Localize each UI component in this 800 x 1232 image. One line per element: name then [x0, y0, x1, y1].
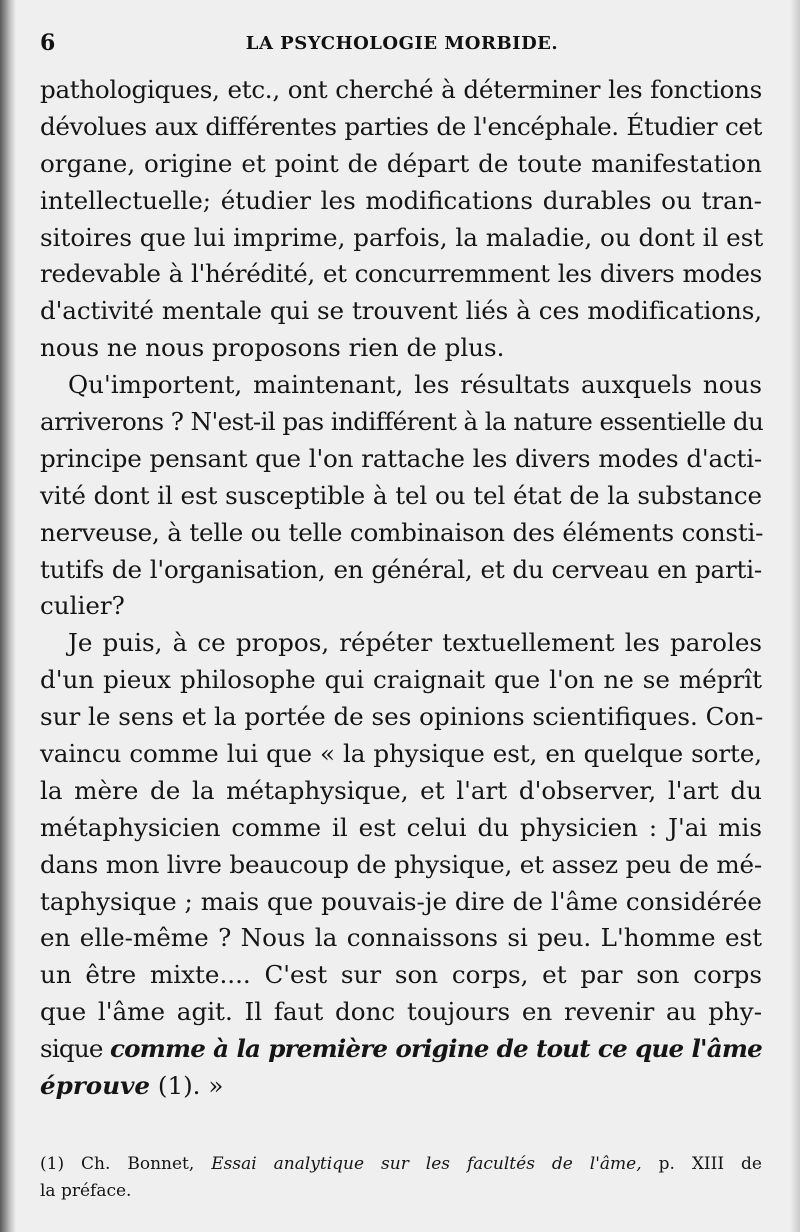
page-header: [40, 30, 764, 60]
text-line: la mère de la métaphysique, et l'art d'observer, l'art du: [40, 775, 762, 805]
running-title: LA PSYCHOLOGIE MORBIDE.: [245, 33, 559, 54]
text-segment: sique: [40, 1034, 110, 1064]
footnote-line: [40, 1151, 762, 1178]
text-line: d'un pieux philosophe qui craignait que l'on ne se méprît: [40, 665, 762, 695]
text-line: intellectuelle; étudier les modifications durables ou tran-: [40, 185, 762, 215]
body-text: [40, 72, 762, 1105]
footnote-marker: (1) Ch. Bonnet,: [40, 1154, 212, 1174]
text-line: sur le sens et la portée de ses opinions scientifiques. Con-: [40, 702, 764, 732]
italic-quote: comme à la première origine de tout ce que l'âme: [110, 1034, 762, 1064]
text-line: principe pensant que l'on rattache les divers modes d'acti-: [40, 443, 762, 473]
text-line: en elle-même ? Nous la connaissons si peu. L'homme est: [40, 923, 762, 953]
text-line: vité dont il est susceptible à tel ou tel état de la substance: [40, 480, 762, 510]
footnote: [40, 1151, 762, 1205]
footnote-page-ref: p. XIII de: [641, 1154, 762, 1174]
italic-quote-end: éprouve: [40, 1071, 151, 1101]
text-line: nous ne nous proposons rien de plus.: [40, 333, 505, 363]
footnote-reference: (1). »: [150, 1071, 224, 1101]
text-line: que l'âme agit. Il faut donc toujours en revenir au phy-: [40, 997, 762, 1027]
text-line: vaincu comme lui que « la physique est, en quelque sorte,: [40, 739, 762, 769]
text-line: d'activité mentale qui se trouvent liés à ces modifications,: [40, 296, 762, 326]
paragraph-first-line: Je puis, à ce propos, répéter textuellement les paroles: [68, 628, 762, 658]
text-line: nerveuse, à telle ou telle combinaison des éléments consti-: [40, 517, 764, 547]
text-line: métaphysicien comme il est celui du physicien : J'ai mis: [40, 812, 762, 842]
text-line: organe, origine et point de départ de toute manifestation: [40, 148, 762, 178]
text-line: pathologiques, etc., ont cherché à déterminer les fonctions: [40, 75, 762, 104]
text-line: dans mon livre beaucoup de physique, et assez peu de mé-: [40, 849, 762, 879]
text-line: tutifs de l'organisation, en général, et du cerveau en parti-: [40, 554, 762, 584]
footnote-line: la préface.: [40, 1181, 132, 1201]
paragraph-first-line: Qu'importent, maintenant, les résultats auxquels nous: [68, 370, 762, 400]
text-line: dévolues aux différentes parties de l'encéphale. Étudier cet: [40, 111, 762, 141]
text-line: arriverons ? N'est-il pas indifférent à la nature essentielle du: [40, 407, 764, 437]
footnote-title: Essai analytique sur les facultés de l'âme,: [211, 1154, 642, 1174]
text-line: [40, 1031, 762, 1068]
text-line: un être mixte.... C'est sur son corps, et par son corps: [40, 960, 762, 990]
page-number: 6: [40, 30, 56, 56]
text-line: sitoires que lui imprime, parfois, la maladie, ou dont il est: [40, 222, 764, 252]
text-line: redevable à l'hérédité, et concurremment les divers modes: [40, 259, 762, 289]
text-line: [40, 1068, 762, 1105]
text-line: culier?: [40, 591, 125, 621]
text-line: taphysique ; mais que pouvais-je dire de l'âme considérée: [40, 886, 762, 916]
